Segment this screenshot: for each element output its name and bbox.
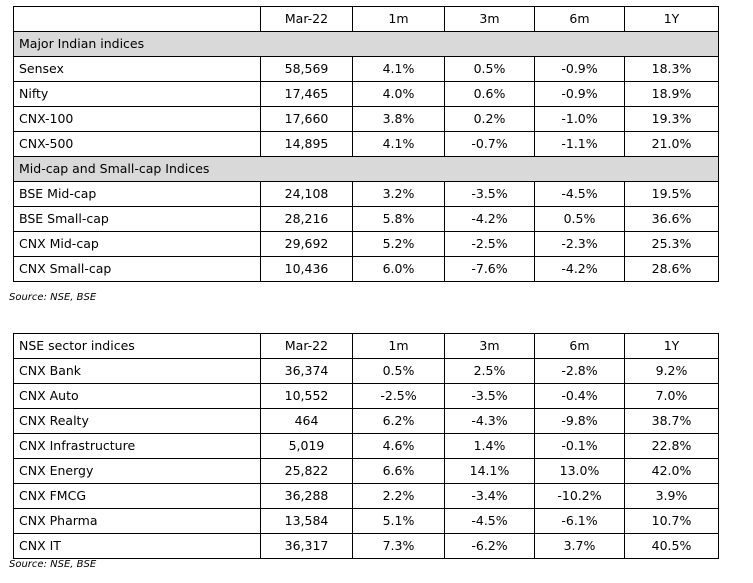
table-cell: 0.2%: [445, 107, 535, 132]
table-cell: 36,374: [261, 359, 353, 384]
table-row: [14, 409, 719, 434]
table-cell: 6.2%: [353, 409, 445, 434]
table-cell: 18.3%: [625, 57, 719, 82]
row-label: CNX Mid-cap: [14, 232, 261, 257]
table-cell: 1m: [353, 334, 445, 359]
table-cell: 3m: [445, 334, 535, 359]
table-cell: 1Y: [625, 334, 719, 359]
table-cell: 13.0%: [535, 459, 625, 484]
table-cell: -0.9%: [535, 82, 625, 107]
table-cell: 5.2%: [353, 232, 445, 257]
table-cell: 42.0%: [625, 459, 719, 484]
table-cell: 38.7%: [625, 409, 719, 434]
table-row: [14, 82, 719, 107]
table-cell: 1Y: [625, 7, 719, 32]
row-label: CNX-100: [14, 107, 261, 132]
table-cell: 1m: [353, 7, 445, 32]
table-cell: 4.6%: [353, 434, 445, 459]
table-cell: -6.2%: [445, 534, 535, 559]
source-note-2: Source: NSE, BSE: [9, 559, 97, 570]
table-cell: 22.8%: [625, 434, 719, 459]
table-cell: 6.6%: [353, 459, 445, 484]
section-header-row: [14, 32, 719, 57]
row-label: Nifty: [14, 82, 261, 107]
table-cell: -9.8%: [535, 409, 625, 434]
table-cell: 0.6%: [445, 82, 535, 107]
table-row: [14, 232, 719, 257]
table-cell: 10.7%: [625, 509, 719, 534]
table-cell: 19.3%: [625, 107, 719, 132]
row-label: CNX FMCG: [14, 484, 261, 509]
table-cell: 4.1%: [353, 57, 445, 82]
row-label: CNX Realty: [14, 409, 261, 434]
table-cell: -3.5%: [445, 182, 535, 207]
table-cell: -1.1%: [535, 132, 625, 157]
table-cell: 10,436: [261, 257, 353, 282]
table-cell: -3.4%: [445, 484, 535, 509]
row-label: BSE Small-cap: [14, 207, 261, 232]
table-cell: Mar-22: [261, 334, 353, 359]
table-cell: 28,216: [261, 207, 353, 232]
table-cell: 4.1%: [353, 132, 445, 157]
table-row: [14, 132, 719, 157]
table-cell: 14.1%: [445, 459, 535, 484]
table-cell: -0.9%: [535, 57, 625, 82]
section-title: Major Indian indices: [14, 32, 719, 57]
table-cell: -4.5%: [445, 509, 535, 534]
table-row: [14, 207, 719, 232]
row-label: CNX Bank: [14, 359, 261, 384]
major-indices-table: [13, 6, 719, 282]
table-cell: 3.8%: [353, 107, 445, 132]
table-cell: 14,895: [261, 132, 353, 157]
table-cell: 6m: [535, 7, 625, 32]
table-cell: -6.1%: [535, 509, 625, 534]
table-row: [14, 484, 719, 509]
table-cell: -4.2%: [445, 207, 535, 232]
table-cell: 5,019: [261, 434, 353, 459]
header-row: [14, 7, 719, 32]
table-cell: 3.2%: [353, 182, 445, 207]
table-cell: -7.6%: [445, 257, 535, 282]
table-cell: -1.0%: [535, 107, 625, 132]
row-label: CNX IT: [14, 534, 261, 559]
table-row: [14, 459, 719, 484]
table-cell: 17,465: [261, 82, 353, 107]
table-row: [14, 107, 719, 132]
table-row: [14, 534, 719, 559]
table-row: [14, 509, 719, 534]
table-cell: 3.7%: [535, 534, 625, 559]
table-cell: -0.1%: [535, 434, 625, 459]
table-cell: -4.5%: [535, 182, 625, 207]
table-row: [14, 359, 719, 384]
row-label: [14, 7, 261, 32]
table-cell: 0.5%: [535, 207, 625, 232]
table-cell: 464: [261, 409, 353, 434]
row-label: CNX Infrastructure: [14, 434, 261, 459]
row-label: NSE sector indices: [14, 334, 261, 359]
table-cell: 6m: [535, 334, 625, 359]
table-cell: -10.2%: [535, 484, 625, 509]
row-label: CNX Energy: [14, 459, 261, 484]
table-cell: -0.4%: [535, 384, 625, 409]
table-cell: 6.0%: [353, 257, 445, 282]
table-cell: 5.8%: [353, 207, 445, 232]
table-cell: 9.2%: [625, 359, 719, 384]
table-cell: 21.0%: [625, 132, 719, 157]
table-cell: 1.4%: [445, 434, 535, 459]
table-cell: 7.0%: [625, 384, 719, 409]
table-cell: -3.5%: [445, 384, 535, 409]
section-title: Mid-cap and Small-cap Indices: [14, 157, 719, 182]
row-label: CNX-500: [14, 132, 261, 157]
row-label: Sensex: [14, 57, 261, 82]
section-header-row: [14, 157, 719, 182]
table-cell: -2.5%: [445, 232, 535, 257]
table-cell: 4.0%: [353, 82, 445, 107]
table-cell: 2.2%: [353, 484, 445, 509]
table-cell: 36.6%: [625, 207, 719, 232]
table-row: [14, 434, 719, 459]
source-note-1: Source: NSE, BSE: [9, 292, 97, 303]
sector-indices-table: [13, 333, 719, 559]
table-cell: 5.1%: [353, 509, 445, 534]
table-cell: 25,822: [261, 459, 353, 484]
row-label: CNX Pharma: [14, 509, 261, 534]
table-cell: 28.6%: [625, 257, 719, 282]
table-cell: Mar-22: [261, 7, 353, 32]
table-cell: 19.5%: [625, 182, 719, 207]
table-cell: 2.5%: [445, 359, 535, 384]
table-cell: 36,317: [261, 534, 353, 559]
table-cell: 36,288: [261, 484, 353, 509]
table-cell: 29,692: [261, 232, 353, 257]
table-cell: -4.2%: [535, 257, 625, 282]
table-cell: 13,584: [261, 509, 353, 534]
table-cell: 58,569: [261, 57, 353, 82]
table-cell: 7.3%: [353, 534, 445, 559]
row-label: CNX Auto: [14, 384, 261, 409]
table-cell: 0.5%: [445, 57, 535, 82]
table-cell: -0.7%: [445, 132, 535, 157]
table-row: [14, 57, 719, 82]
table-cell: 3.9%: [625, 484, 719, 509]
table-cell: 24,108: [261, 182, 353, 207]
table-cell: 10,552: [261, 384, 353, 409]
table-cell: 0.5%: [353, 359, 445, 384]
table-row: [14, 257, 719, 282]
table-cell: -2.3%: [535, 232, 625, 257]
table-cell: -4.3%: [445, 409, 535, 434]
header-row: [14, 334, 719, 359]
row-label: CNX Small-cap: [14, 257, 261, 282]
row-label: BSE Mid-cap: [14, 182, 261, 207]
table-cell: -2.8%: [535, 359, 625, 384]
table-cell: 17,660: [261, 107, 353, 132]
table-cell: -2.5%: [353, 384, 445, 409]
table-row: [14, 384, 719, 409]
table-row: [14, 182, 719, 207]
table-cell: 25.3%: [625, 232, 719, 257]
table-cell: 3m: [445, 7, 535, 32]
table-cell: 18.9%: [625, 82, 719, 107]
table-cell: 40.5%: [625, 534, 719, 559]
